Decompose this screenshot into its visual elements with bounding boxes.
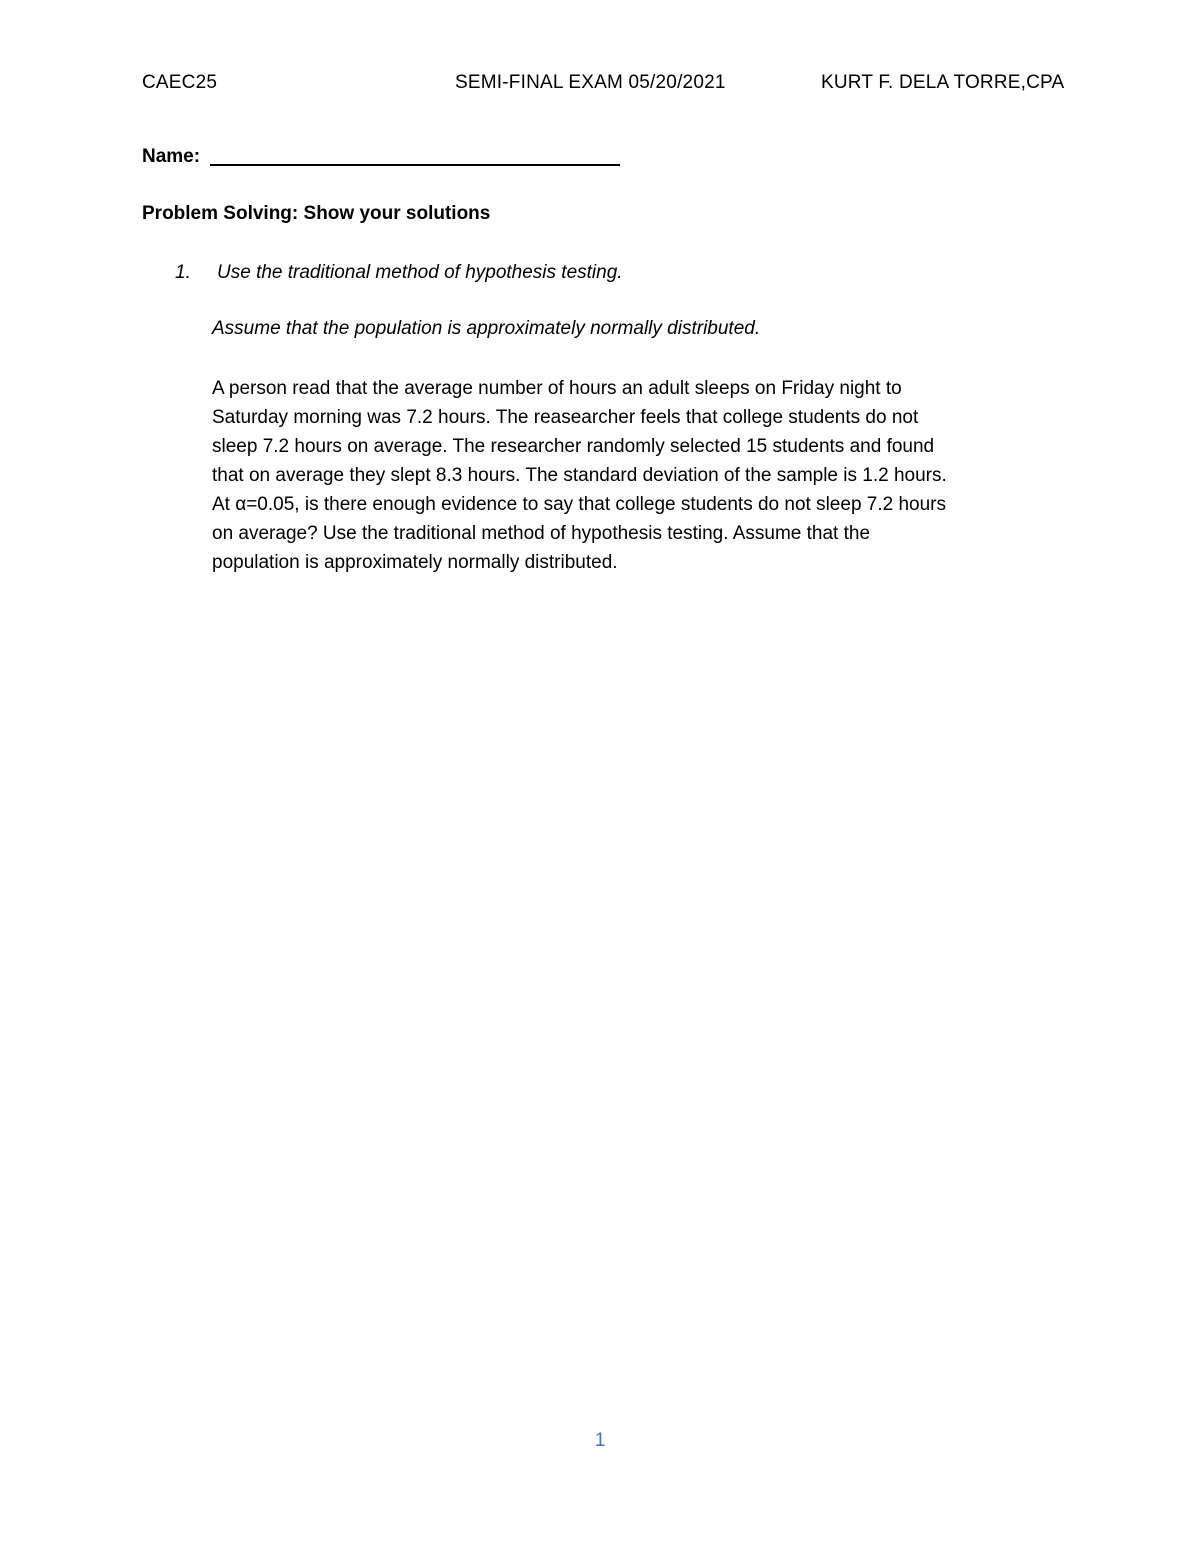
name-field	[142, 146, 620, 168]
problem-number: 1.	[175, 262, 191, 283]
problem-line: that on average they slept 8.3 hours. The standard deviation of the sample is 1.2 hours.	[212, 465, 947, 486]
page-number: 1	[594, 1430, 606, 1451]
problem-line: on average? Use the traditional method of hypothesis testing. Assume that the	[212, 523, 871, 544]
problem-line: At α=0.05, is there enough evidence to say that college students do not sleep 7.2 hours	[212, 494, 947, 515]
problem-line: Saturday morning was 7.2 hours. The reasearcher feels that college students do not	[212, 407, 919, 428]
header-course-code: CAEC25	[142, 72, 218, 93]
problem-statement	[212, 374, 1062, 577]
problem-instruction: Use the traditional method of hypothesis testing.	[217, 262, 623, 283]
problem-assumption: Assume that the population is approximately normally distributed.	[212, 318, 761, 339]
name-label: Name:	[142, 146, 201, 167]
header-exam-title: SEMI-FINAL EXAM 05/20/2021	[455, 72, 726, 93]
problem-line: A person read that the average number of hours an adult sleeps on Friday night to	[212, 378, 902, 399]
problem-line: population is approximately normally distributed.	[212, 552, 618, 573]
header-author: KURT F. DELA TORRE,CPA	[821, 72, 1065, 93]
name-blank-line	[210, 144, 620, 166]
problem-line: sleep 7.2 hours on average. The researcher randomly selected 15 students and found	[212, 436, 935, 457]
section-title: Problem Solving: Show your solutions	[142, 203, 491, 224]
